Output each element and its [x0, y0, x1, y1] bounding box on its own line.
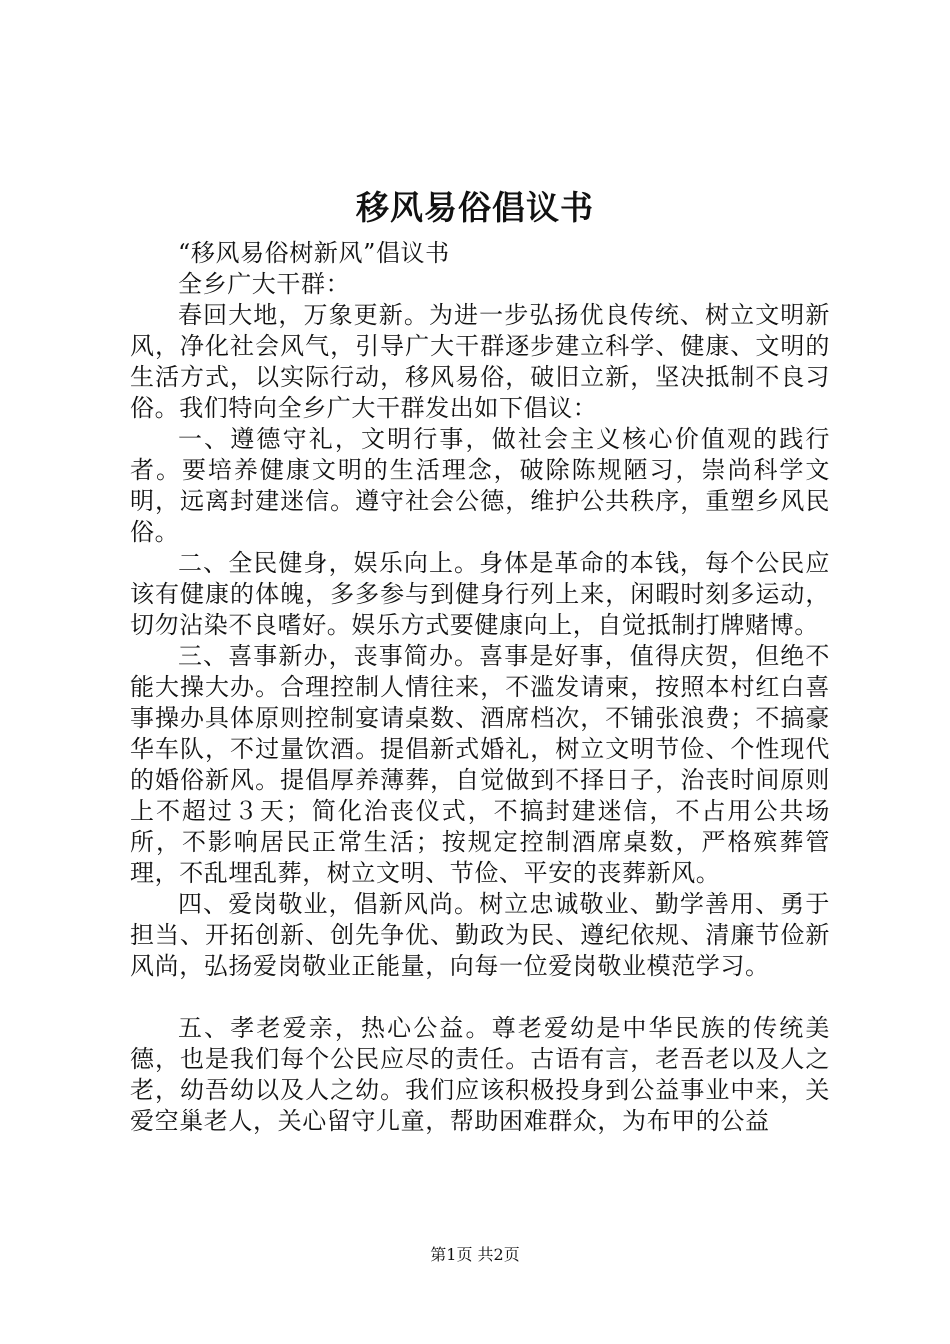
- proposal-1-paragraph: 一、遵德守礼，文明行事，做社会主义核心价值观的践行者。要培养健康文明的生活理念，破除陈规陋习，崇尚科学文明，远离封建迷信。遵守社会公德，维护公共秩序，重塑乡风民俗。: [130, 425, 830, 546]
- proposal-2-paragraph: 二、全民健身，娱乐向上。身体是革命的本钱，每个公民应该有健康的体魄，多多参与到健身行列上来，闲暇时刻多运动，切勿沾染不良嗜好。娱乐方式要健康向上，自觉抵制打牌赌博。: [130, 549, 830, 639]
- proposal-3-paragraph: 三、喜事新办，丧事简办。喜事是好事，值得庆贺，但绝不能大操大办。合理控制人情往来，不滥发请柬，按照本村红白喜事操办具体原则控制宴请桌数、酒席档次，不铺张浪费；不搞豪华车队，不过量饮酒。提倡新式婚礼，树立文明节俭、个性现代的婚俗新风。提倡厚养薄葬，自觉做到不择日子，治丧时间原则上不超过３天；简化治丧仪式，不搞封建迷信，不占用公共场所，不影响居民正常生活；按规定控制酒席桌数，严格殡葬管理，不乱埋乱葬，树立文明、节俭、平安的丧葬新风。: [130, 642, 830, 887]
- document-body: [130, 238, 830, 1137]
- intro-paragraph: 春回大地，万象更新。为进一步弘扬优良传统、树立文明新风，净化社会风气，引导广大干群逐步建立科学、健康、文明的生活方式，以实际行动，移风易俗，破旧立新，坚决抵制不良习俗。我们特向全乡广大干群发出如下倡议：: [130, 301, 830, 422]
- proposal-5-paragraph: 五、孝老爱亲，热心公益。尊老爱幼是中华民族的传统美德，也是我们每个公民应尽的责任。古语有言，老吾老以及人之老，幼吾幼以及人之幼。我们应该积极投身到公益事业中来，关爱空巢老人，关心留守儿童，帮助困难群众，为布甲的公益: [130, 1014, 830, 1135]
- page-indicator: 第1页 共2页: [430, 1245, 520, 1264]
- subtitle-paragraph: “移风易俗树新风”倡议书: [178, 239, 450, 267]
- proposal-4-paragraph: 四、爱岗敬业，倡新风尚。树立忠诚敬业、勤学善用、勇于担当、开拓创新、创先争优、勤政为民、遵纪依规、清廉节俭新风尚，弘扬爱岗敬业正能量，向每一位爱岗敬业模范学习。: [130, 890, 830, 980]
- document-title: 移风易俗倡议书: [356, 188, 594, 227]
- salutation-paragraph: 全乡广大干群：: [178, 270, 351, 298]
